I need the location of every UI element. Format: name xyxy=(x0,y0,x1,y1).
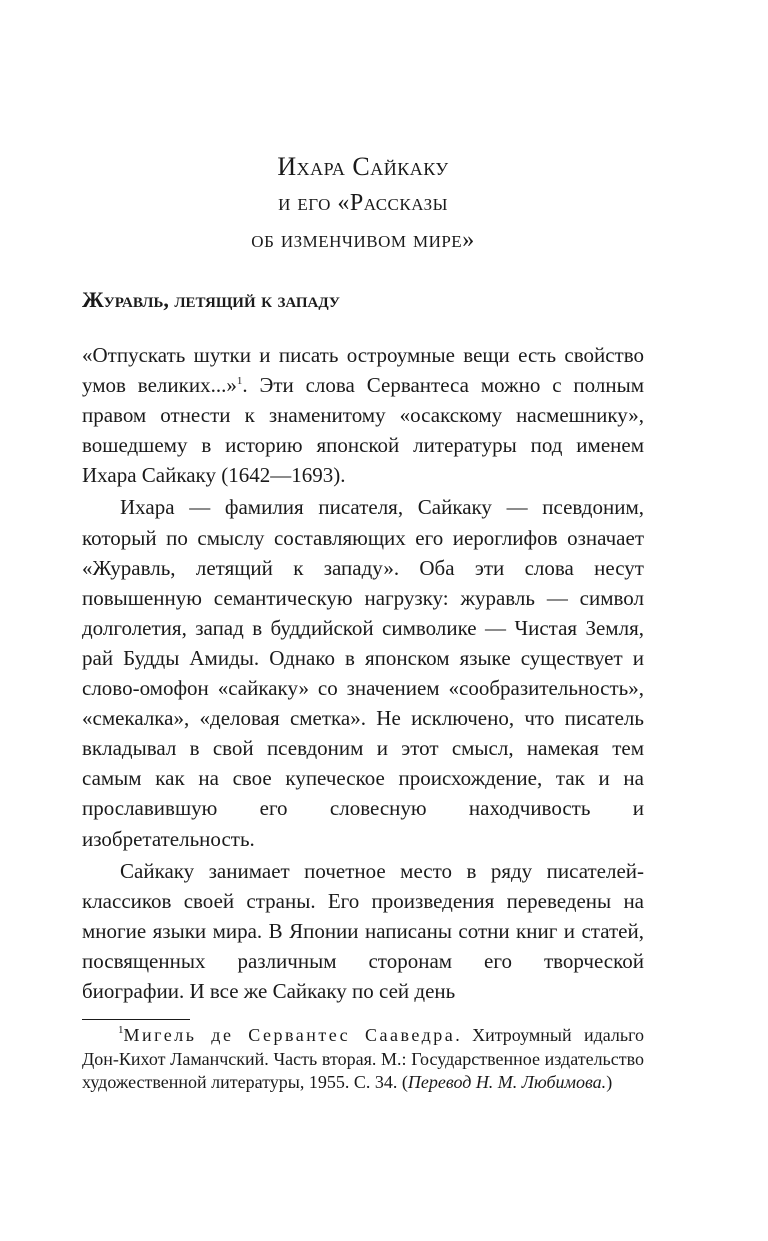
section-heading: Журавль, летящий к западу xyxy=(82,287,340,312)
footnote-mark: 1 xyxy=(118,1024,124,1036)
title-line-1: Ихара Сайкаку xyxy=(277,152,449,181)
footnote-author: Мигель де Сервантес Сааведра xyxy=(123,1025,456,1045)
paragraph-1 xyxy=(82,340,644,490)
footnote-divider xyxy=(82,1019,190,1020)
paragraph-1-end: . Эти слова Сервантеса можно с полным правом отнести к знаменитому «осакскому насмешнику», вошедшему в историю японской литературы под именем Ихара Сайкаку (1642—1693). xyxy=(82,373,644,488)
paragraph-2: Ихара — фамилия писателя, Сайкаку — псевдоним, который по смыслу составляющих его иероглифов означает «Журавль, летящий к западу». Оба эти слова несут повышенную семантическую нагрузку: журавль — символ долголетия, запад в буддийской символике — Чистая Земля, рай Будды Амиды. Однако в японском языке существует и слово-омофон «сайкаку» со значением «сообразительность», «смекалка», «деловая сметка». Не исключено, что писатель вкладывал в свой псевдоним и этот смысл, намекая тем самым как на свое купеческое происхождение, так и на прославившую его словесную находчивость и изобретательность. xyxy=(82,495,644,851)
paragraph-3: Сайкаку занимает почетное место в ряду писателей-классиков своей страны. Его произведения переведены на многие языки мира. В Японии написаны сотни книг и статей, посвященных различным сторонам его творческой биографии. И все же Сайкаку по сей день xyxy=(82,858,644,1003)
title-line-2: и его «Рассказы xyxy=(278,190,448,216)
paragraph-1-start: «Отпускать шутки и писать остроумные вещи есть свойство умов великих...» xyxy=(82,343,644,398)
body-text xyxy=(82,340,644,1008)
footnote-text: . Хитроумный идальго Дон-Кихот Ламанчский. Часть вторая. М.: Государственное издательство художественной литературы, 1955. С. 34. ( xyxy=(82,1025,645,1092)
chapter-title xyxy=(82,148,644,259)
title-line-3: об изменчивом мире» xyxy=(251,227,475,253)
footnote-reference: 1 xyxy=(236,375,243,388)
book-page xyxy=(82,0,644,1241)
footnote-close: ) xyxy=(606,1072,613,1092)
footnote xyxy=(82,1024,644,1095)
footnote-translator: Перевод Н. М. Любимова. xyxy=(407,1072,607,1092)
